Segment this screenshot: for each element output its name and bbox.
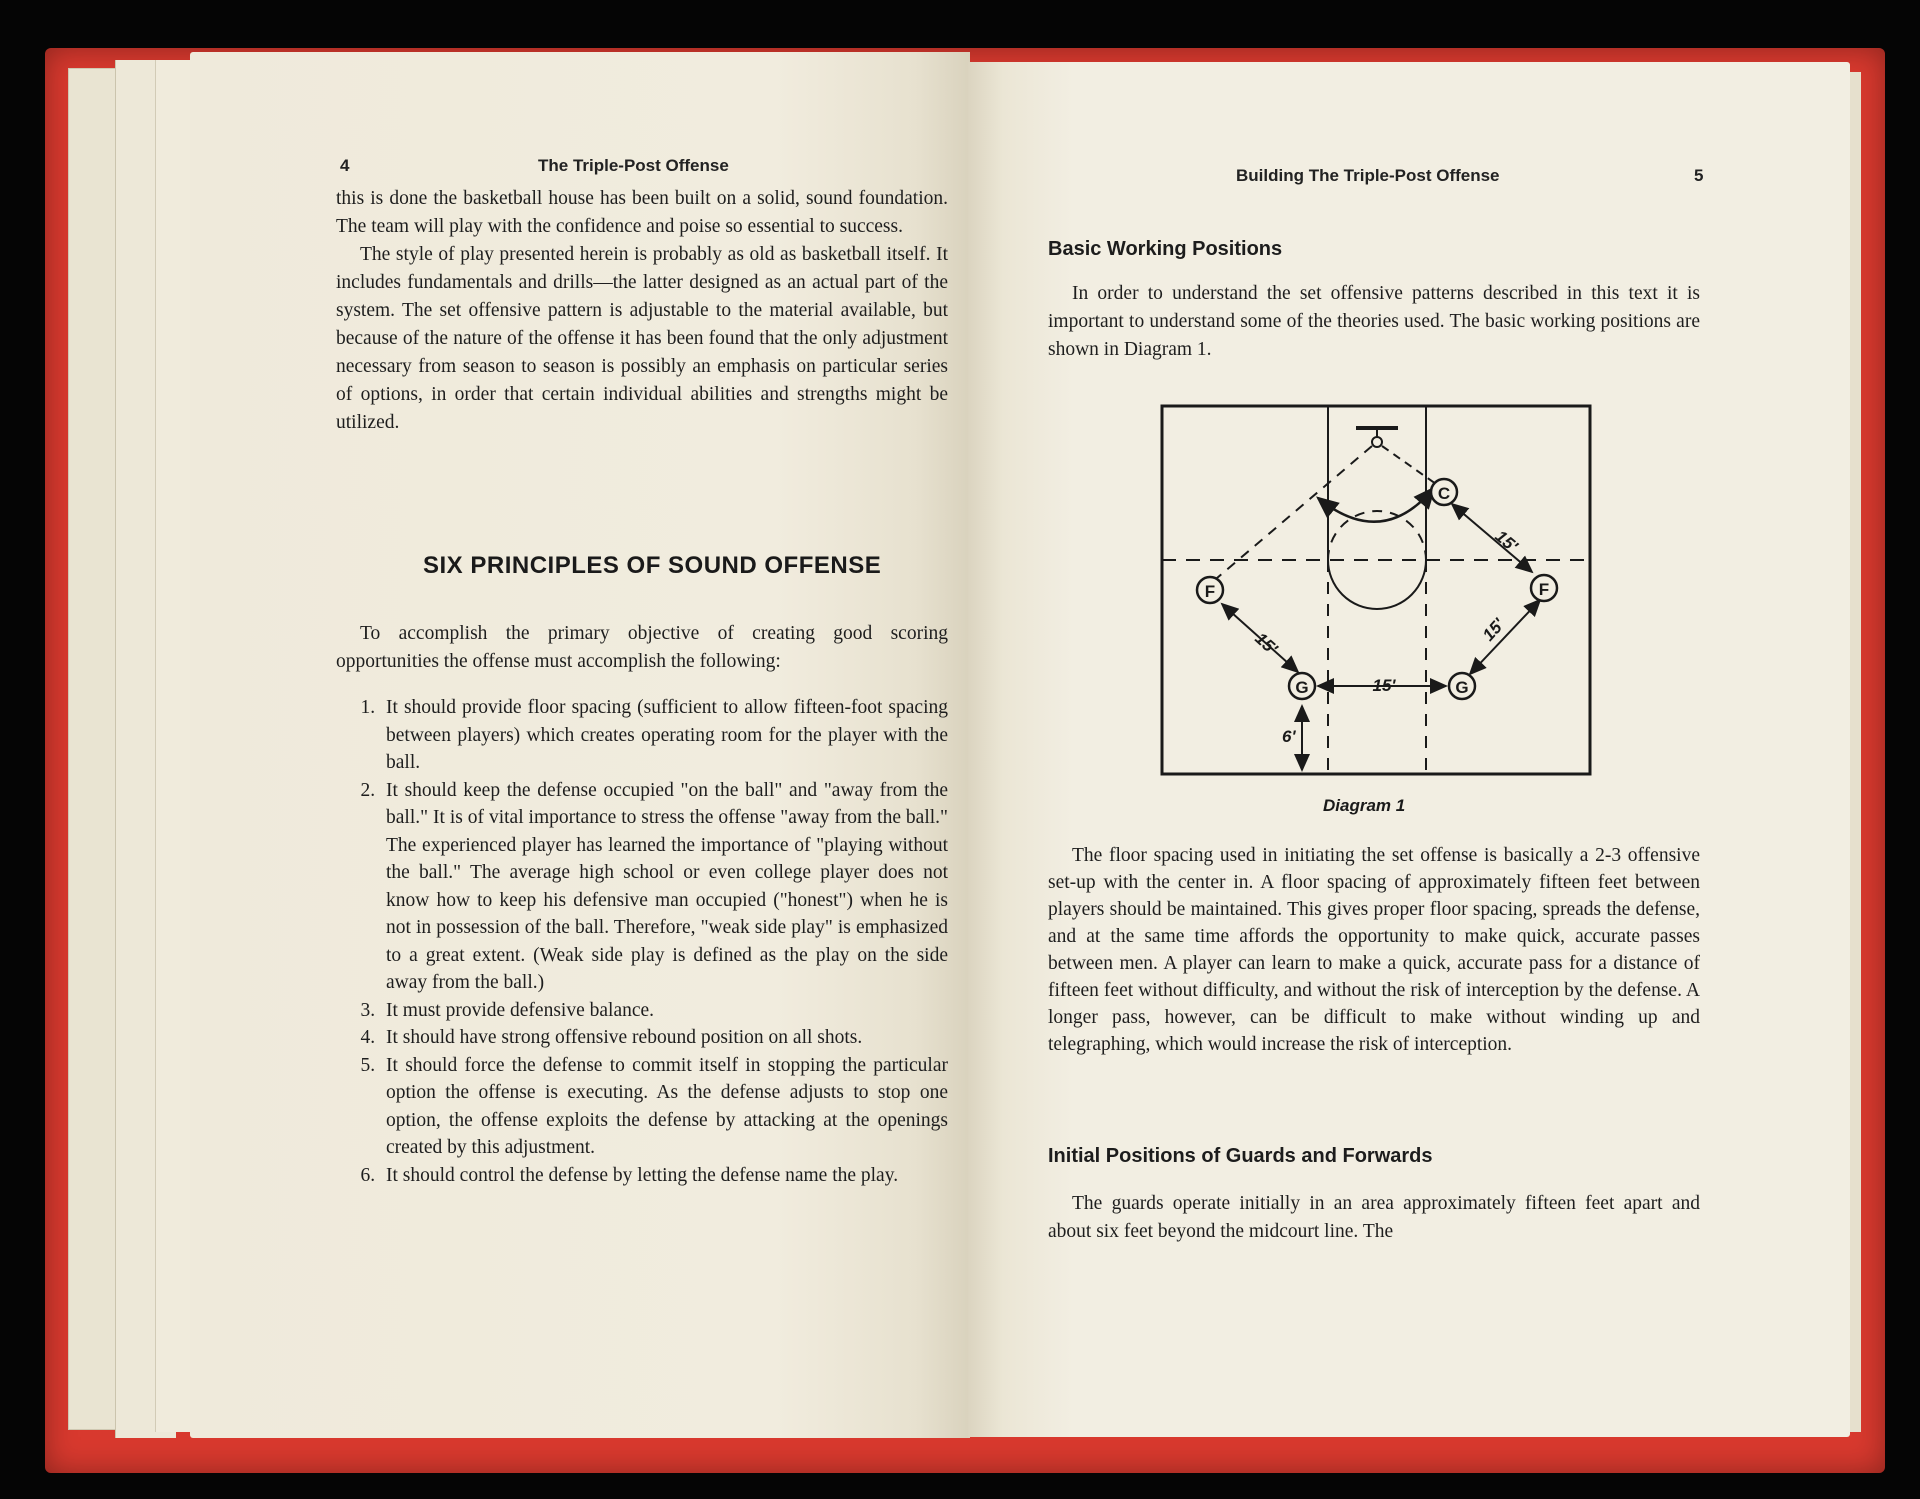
dist-label-midcourt: 6'	[1282, 727, 1296, 746]
dist-label-forward-guard-right: 15'	[1478, 614, 1509, 645]
label-forward-right: F	[1538, 580, 1550, 599]
principles-list-container	[336, 694, 948, 1189]
left-opening-text	[336, 185, 948, 437]
diagram-1	[1160, 404, 1592, 840]
dist-label-center-forward: 15'	[1491, 526, 1522, 556]
principle-item: 2. It should keep the defense occupied "on the ball" and "away from the ball." It is of vital importance to stress the offense "away from the ball." The experienced player has learned the importance of "playing without the ball." The average high school or even college player does not know how to keep his defensive man occupied ("honest") when he is not in possession of the ball. Therefore, "weak side play" is emphasized to a great extent. (Weak side play is defined as the play on the side away from the ball.)	[380, 777, 948, 997]
left-page-number: 4	[340, 156, 350, 175]
principles-list	[336, 694, 948, 1189]
basic-positions-text	[1048, 280, 1700, 364]
free-throw-circle-bottom	[1328, 560, 1426, 609]
arrow-forward-guard-right	[1470, 600, 1540, 674]
left-running-header: The Triple-Post Offense	[538, 156, 729, 175]
label-center: C	[1437, 484, 1451, 503]
principle-item: 5. It should force the defense to commit itself in stopping the particular option the offense is executing. As the defense adjusts to stop one option, the offense exploits the defense by attacking at the openings created by this adjustment.	[380, 1052, 948, 1162]
player-forward-left	[1197, 577, 1223, 603]
right-page	[968, 62, 1850, 1437]
dist-label-guard-guard: 15'	[1372, 676, 1396, 695]
key-arc	[1318, 488, 1434, 522]
right-page-number: 5	[1694, 166, 1704, 185]
diagram-caption: Diagram 1	[1323, 796, 1406, 815]
principle-item: 1. It should provide floor spacing (sufficient to allow fifteen-foot spacing between players) which creates operating room for the player with the ball.	[380, 694, 948, 777]
label-guard-right: G	[1455, 678, 1469, 697]
court-boundary	[1162, 406, 1590, 774]
player-forward-right	[1531, 575, 1557, 601]
principle-item: 6. It should control the defense by letting the defense name the play.	[380, 1162, 948, 1190]
free-throw-circle-top	[1328, 511, 1426, 560]
opening-paragraph-2: The style of play presented herein is probably as old as basketball itself. It includes fundamentals and drills—the latter designed as an actual part of the system. The set offensive pattern is adjustable to the material available, but because of the nature of the offense it has been found that the only adjustment necessary from season to season is possibly an emphasis on particular series of options, in order that certain individual abilities and strengths might be utilized.	[336, 244, 948, 433]
principle-item: 3. It must provide defensive balance.	[380, 997, 948, 1025]
player-guard-right	[1449, 673, 1475, 699]
player-center	[1431, 479, 1457, 505]
player-guard-left	[1289, 673, 1315, 699]
arrow-center-forward	[1452, 504, 1532, 572]
opening-paragraph-1: this is done the basketball house has been built on a solid, sound foundation. The team will play with the confidence and poise so essential to success.	[336, 188, 948, 237]
basic-positions-paragraph: In order to understand the set offensive patterns described in this text it is important to understand some of the theories used. The basic working positions are shown in Diagram 1.	[1048, 283, 1700, 360]
heading-basic-working-positions: Basic Working Positions	[1048, 238, 1283, 260]
right-running-header: Building The Triple-Post Offense	[1236, 166, 1500, 185]
principle-item: 4. It should have strong offensive rebound position on all shots.	[380, 1024, 948, 1052]
heading-initial-positions: Initial Positions of Guards and Forwards	[1048, 1145, 1433, 1167]
principles-intro	[336, 620, 948, 676]
floor-spacing-paragraph: The floor spacing used in initiating the set offense is basically a 2-3 offensive set-up with the center in. A floor spacing of approximately fifteen feet between players should be maintained. This gives proper floor spacing, spreads the defense, and at the same time affords the opportunity to make quick, accurate passes between men. A player can learn to make a quick, accurate pass for a distance of fifteen feet without difficulty, and without the risk of interception by the defense. A longer pass, however, can be difficult to make without winding up and telegraphing, which would increase the risk of interception.	[1048, 845, 1700, 1055]
intro-paragraph: To accomplish the primary objective of creating good scoring opportunities the offense must accomplish the following:	[336, 623, 948, 672]
dashed-basket-to-center	[1382, 446, 1436, 484]
left-page	[190, 52, 970, 1438]
section-title-six-principles: SIX PRINCIPLES OF SOUND OFFENSE	[423, 552, 882, 579]
label-guard-left: G	[1295, 678, 1309, 697]
floor-spacing-text	[1048, 842, 1700, 1058]
initial-positions-paragraph: The guards operate initially in an area approximately fifteen feet apart and about six feet beyond the midcourt line. The	[1048, 1193, 1700, 1242]
dist-label-forward-guard-left: 15'	[1251, 628, 1282, 659]
label-forward-left: F	[1204, 582, 1216, 601]
basket	[1372, 437, 1382, 447]
initial-positions-text	[1048, 1190, 1700, 1246]
